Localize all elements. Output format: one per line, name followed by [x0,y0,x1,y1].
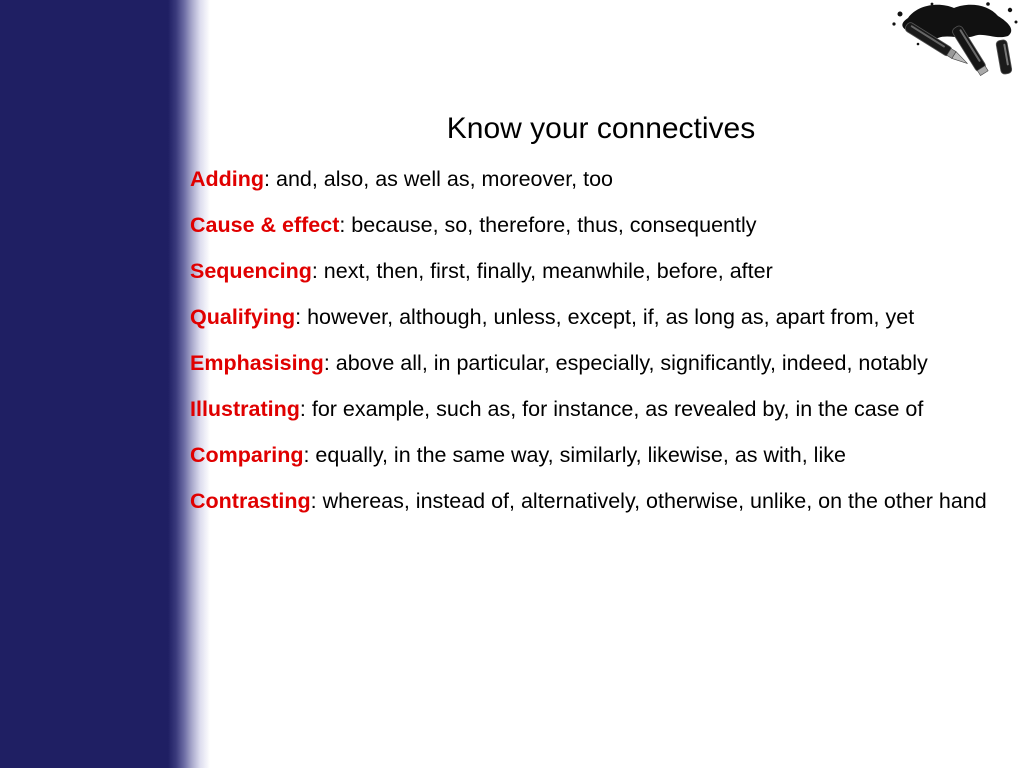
list-item [190,302,1016,333]
list-item [190,164,1016,195]
list-item [190,440,1016,471]
connective-examples: : whereas, instead of, alternatively, otherwise, unlike, on the other hand [310,489,987,513]
list-item [190,486,1016,517]
slide-title: Know your connectives [446,112,756,145]
connective-examples: : above all, in particular, especially, significantly, indeed, notably [323,351,928,375]
connective-examples: : and, also, as well as, moreover, too [264,167,614,191]
connectives-list [190,164,1016,532]
connective-examples: : however, although, unless, except, if, as long as, apart from, yet [295,305,915,329]
list-item [190,256,1016,287]
connective-examples: : next, then, first, finally, meanwhile, before, after [311,259,773,283]
list-item [190,210,1016,241]
connective-examples: : equally, in the same way, similarly, likewise, as with, like [303,443,846,467]
connective-category: Adding [190,167,265,191]
side-gradient-band [0,0,210,768]
fountain-pens-ink-splash-icon [888,0,1022,92]
connective-category: Illustrating [190,397,300,421]
connective-category: Cause & effect [190,213,340,237]
list-item [190,348,1016,379]
connective-category: Contrasting [190,489,311,513]
connective-category: Qualifying [190,305,296,329]
connective-examples: : for example, such as, for instance, as revealed by, in the case of [299,397,924,421]
connective-category: Emphasising [190,351,324,375]
connective-examples: : because, so, therefore, thus, consequently [339,213,757,237]
connective-category: Sequencing [190,259,312,283]
list-item [190,394,1016,425]
connective-category: Comparing [190,443,304,467]
